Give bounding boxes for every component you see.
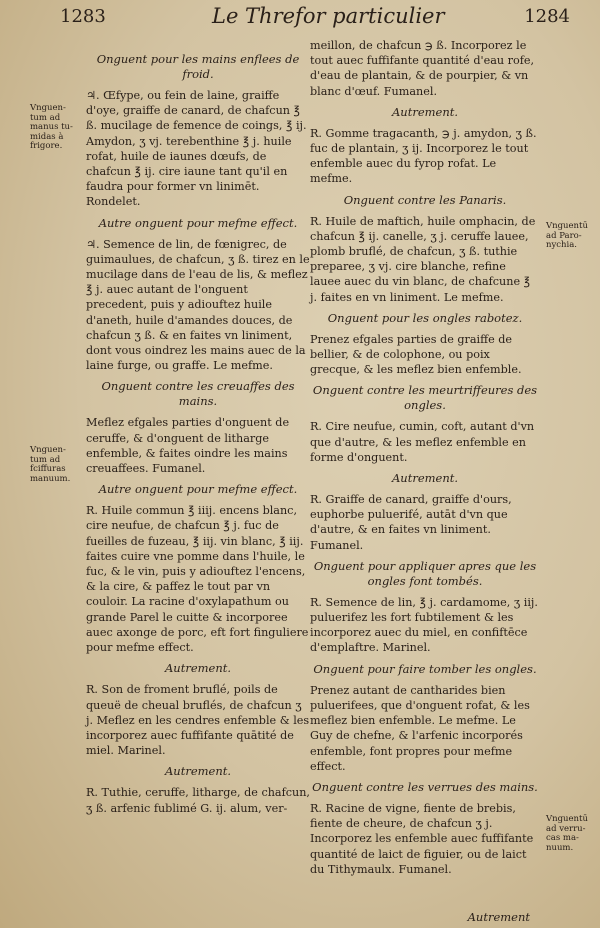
section-title: Autrement. [164,764,232,779]
section-title: Autrement. [391,104,459,119]
recipe-text: R. Son de froment bruflé, poils de queuë de cheual bruflés, de chafcun ʒ j. Meflez en les cendres enfemble & les incorporez auec fuffifante quātité de miel. Marinel. [86,683,310,758]
left-column [86,38,310,816]
recipe-text: R. Gomme tragacanth, ℈ j. amydon, ʒ ß. fuc de plantain, ʒ ij. Incorporez le tout enfemble auec du fyrop rofat. Le mefme. [310,126,537,186]
margin-note: Vnguen- tum ad fciffuras manuum. [30,445,71,484]
running-title: Le Threfor particulier [212,4,445,28]
right-page-number: 1284 [524,6,570,27]
section-title: Onguent contre les meurtriffeures des ongles. [312,383,538,413]
section-title: Autrement. [391,471,459,486]
recipe-text: Prenez autant de cantharides bien puluerifees, que d'onguent rofat, & les meflez bien enfemble. Le mefme. Le Guy de chefne, & l'arfenic incorporés enfemble, font propres pour mefme effect. [310,683,530,773]
right-column [310,38,540,877]
section-title: Onguent contre les creuaffes des mains. [101,379,295,409]
recipe-text: Prenez efgales parties de graiffe de bellier, & de colophone, ou poix grecque, & les meflez bien enfemble. [310,332,522,377]
section-title: Onguent pour les mains enflees de froid. [96,52,300,81]
section-title: Onguent pour appliquer apres que les ongles font tombés. [313,558,537,588]
recipe-text: R. Huile de maftich, huile omphacin, de chafcun ℥ ij. canelle, ʒ j. ceruffe lauee, plomb bruflé, de chafcun, ʒ ß. tuthie preparee, ʒ vj. cire blanche, refine lauee auec du vin blanc, de chafcune ℥ j. faites en vn liniment. Le mefme. [310,214,536,304]
catchword: Autrement [467,910,530,924]
section-title: Onguent contre les Panaris. [343,192,507,207]
recipe-text: R. Huile commun ℥ iiij. encens blanc, cire neufue, de chafcun ℥ j. fuc de fueilles de fuzeau, ℥ iij. vin blanc, ℥ iij. faites cuire vne pomme dans l'huile, le fuc, & le vin, puis y adiouftez l'encens, & la cire, & paffez le tout par vn couloir. La racine d'oxylapathum ou grande Parel le cuitte & incorporee auec axonge de porc, eft fort finguliere pour mefme effect. [86,504,309,655]
recipe-text: R. Cire neufue, cumin, coft, autant d'vn que d'autre, & les meflez enfemble en forme d'onguent. [310,420,535,464]
section-title: Autre onguent pour mefme effect. [98,215,298,230]
section-title: Autrement. [164,661,232,676]
margin-note: Vnguen- tum ad manus tu- midas à frigore. [30,103,73,151]
section-title: Onguent pour faire tomber les ongles. [313,661,537,676]
recipe-text: Meflez efgales parties d'onguent de ceruffe, & d'onguent de litharge enfemble, & faites oindre les mains creuaffees. Fumanel. [86,416,290,476]
section-title: Autre onguent pour mefme effect. [98,482,298,497]
recipe-text: R. Semence de lin, ℥ j. cardamome, ʒ iij. puluerifez les fort fubtilement & les incorporez auec du miel, en confiftēce d'emplaftre. Marinel. [310,595,538,655]
recipe-text: ♃. Semence de lin, de fœnigrec, de guimaulues, de chafcun, ʒ ß. tirez en le mucilage dans de l'eau de lis, & meflez ℥ j. auec autant de l'onguent precedent, puis y adiouftez huile d'aneth, huile d'amandes douces, de chafcun ʒ ß. & en faites vn liniment, dont vous oindrez les mains auec de la laine furge, ou graffe. Le mefme. [86,237,310,373]
margin-note: Vnguentū ad verru- cas ma- nuum. [546,814,588,853]
recipe-text: ♃. Œfype, ou fein de laine, graiffe d'oye, graiffe de canard, de chafcun ℥ ß. mucilage de femence de coings, ℥ ij. Amydon, ʒ vj. terebenthine ℥ j. huile rofat, huile de iaunes dœufs, de chafcun ℥ ij. cire iaune tant qu'il en faudra pour former vn linimēt. Rondelet. [86,89,307,209]
continued-text: meillon, de chafcun ℈ ß. Incorporez le tout auec fuffifante quantité d'eau rofe, d'eau de plantain, & de pourpier, & vn blanc d'œuf. Fumanel. [310,39,535,98]
section-title: Onguent pour les ongles rabotez. [327,310,523,325]
margin-note: Vnguentū ad Paro- nychia. [546,221,588,250]
section-title: Onguent contre les verrues des mains. [312,779,538,794]
running-header [40,4,570,34]
recipe-text: R. Racine de vigne, fiente de brebis, fiente de cheure, de chafcun ʒ j. Incorporez les enfemble auec fuffifante quantité de laict de figuier, ou de laict du Tithymaulx. Fumanel. [310,801,534,876]
left-page-number: 1283 [60,6,106,27]
recipe-text: R. Tuthie, ceruffe, litharge, de chafcun, ʒ ß. arfenic fublimé G. ij. alum, ver- [86,786,310,815]
recipe-text: R. Graiffe de canard, graiffe d'ours, euphorbe puluerifé, autāt d'vn que d'autre, & en faites vn liniment. Fumanel. [310,493,512,552]
